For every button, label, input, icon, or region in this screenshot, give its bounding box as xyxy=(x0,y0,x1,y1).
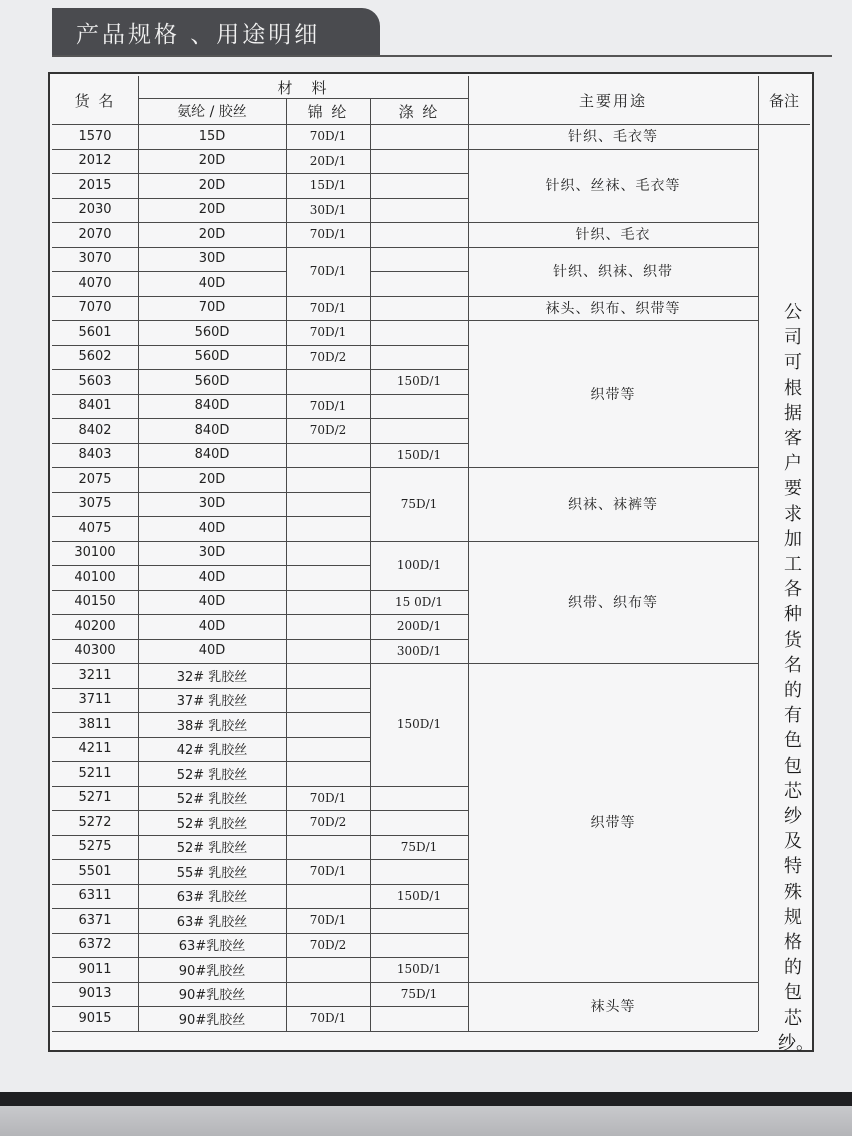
spandex-cell: 15D xyxy=(198,128,226,144)
code-cell: 5602 xyxy=(78,349,112,365)
spandex-cell: 20D xyxy=(198,177,226,193)
code-cell: 5501 xyxy=(78,863,112,879)
header-code: 货 名 xyxy=(74,91,116,110)
spandex-cell: 38# 乳胶丝 xyxy=(176,718,248,734)
row-line xyxy=(286,565,370,566)
nylon-cell: 70D/1 xyxy=(309,913,347,928)
col-line xyxy=(758,76,759,1031)
nylon-merged-cell: 70D/2 xyxy=(309,937,347,952)
polyester-cell: 200D/1 xyxy=(396,619,442,634)
code-cell: 2030 xyxy=(78,202,112,218)
spandex-cell: 20D xyxy=(198,471,226,487)
code-cell: 40300 xyxy=(74,643,116,659)
row-line xyxy=(370,345,468,346)
code-cell: 2012 xyxy=(78,153,112,169)
spandex-cell: 40D xyxy=(198,569,226,585)
header-material: 材 料 xyxy=(277,78,329,97)
row-line xyxy=(286,541,370,542)
polyester-cell: 300D/1 xyxy=(396,643,442,658)
code-cell: 40150 xyxy=(74,594,116,610)
spandex-cell: 840D xyxy=(194,422,230,438)
nylon-cell: 70D/1 xyxy=(309,129,347,144)
code-cell: 3711 xyxy=(78,692,112,708)
row-line xyxy=(286,443,370,444)
spandex-cell: 37# 乳胶丝 xyxy=(176,694,248,710)
code-cell: 3075 xyxy=(78,496,112,512)
usage-cell: 袜头等 xyxy=(590,999,636,1015)
row-line xyxy=(286,712,370,713)
spandex-cell: 40D xyxy=(198,594,226,610)
code-cell: 5275 xyxy=(78,839,112,855)
row-line xyxy=(286,761,370,762)
nylon-cell: 70D/1 xyxy=(309,300,347,315)
page-edge xyxy=(0,1106,852,1136)
polyester-cell: 150D/1 xyxy=(396,374,442,389)
spandex-cell: 30D xyxy=(198,545,226,561)
spandex-cell: 42# 乳胶丝 xyxy=(176,743,248,759)
nylon-cell: 70D/1 xyxy=(309,227,347,242)
spandex-cell: 560D xyxy=(194,349,230,365)
polyester-cell: 15 0D/1 xyxy=(394,594,444,609)
row-line xyxy=(286,467,370,468)
row-line xyxy=(286,492,370,493)
row-line xyxy=(370,296,468,297)
polyester-cell: 150D/1 xyxy=(396,447,442,462)
code-cell: 9013 xyxy=(78,986,112,1002)
spandex-cell: 20D xyxy=(198,226,226,242)
spandex-cell: 840D xyxy=(194,447,230,463)
spandex-cell: 840D xyxy=(194,398,230,414)
row-line xyxy=(370,933,468,934)
usage-cell: 针织、丝袜、毛衣等 xyxy=(545,178,681,195)
code-cell: 5603 xyxy=(78,373,112,389)
header-spandex: 氨纶 / 胶丝 xyxy=(177,104,247,120)
row-line xyxy=(370,1006,468,1007)
code-cell: 2070 xyxy=(78,226,112,242)
row-line xyxy=(370,173,468,174)
header-polyester: 涤 纶 xyxy=(398,102,440,121)
row-line xyxy=(52,1031,286,1032)
nylon-cell: 70D/2 xyxy=(309,349,347,364)
polyester-merged-cell: 100D/1 xyxy=(396,558,442,572)
spandex-cell: 40D xyxy=(198,643,226,659)
code-cell: 5601 xyxy=(78,324,112,340)
code-cell: 2015 xyxy=(78,177,112,193)
header-nylon: 锦 纶 xyxy=(307,102,349,121)
usage-cell: 织带等 xyxy=(590,386,636,403)
row-line xyxy=(370,271,468,272)
code-cell: 4211 xyxy=(78,741,112,757)
code-cell: 8401 xyxy=(78,398,112,414)
nylon-cell: 70D/1 xyxy=(309,398,347,413)
polyester-cell: 150D/1 xyxy=(396,888,442,903)
code-cell: 7070 xyxy=(78,300,112,316)
usage-cell: 织袜、袜裤等 xyxy=(568,496,658,513)
code-cell: 3211 xyxy=(78,667,112,683)
row-line xyxy=(286,835,370,836)
code-cell: 1570 xyxy=(78,128,112,144)
nylon-cell: 30D/1 xyxy=(309,202,347,217)
code-cell: 6372 xyxy=(78,937,112,953)
row-line xyxy=(370,418,468,419)
header-remark: 备注 xyxy=(768,91,799,110)
spandex-cell: 63#乳胶丝 xyxy=(178,939,246,955)
row-line xyxy=(370,320,468,321)
usage-cell: 织带等 xyxy=(590,815,636,832)
nylon-merged-cell: 70D/1 xyxy=(309,264,347,278)
usage-cell: 针织、毛衣等 xyxy=(568,129,658,146)
row-line xyxy=(370,908,468,909)
code-cell: 5271 xyxy=(78,790,112,806)
row-line xyxy=(286,957,370,958)
row-line xyxy=(370,810,468,811)
code-cell: 9011 xyxy=(78,961,112,977)
usage-cell: 针织、毛衣 xyxy=(575,227,651,244)
row-line xyxy=(286,639,370,640)
row-line xyxy=(370,247,468,248)
usage-cell: 针织、织袜、织带 xyxy=(553,264,673,280)
nylon-cell: 70D/1 xyxy=(309,325,347,340)
spandex-cell: 70D xyxy=(198,300,226,316)
spandex-cell: 52# 乳胶丝 xyxy=(176,792,248,808)
code-cell: 8403 xyxy=(78,447,112,463)
spandex-cell: 40D xyxy=(198,275,226,291)
usage-cell: 袜头、织布、织带等 xyxy=(545,300,681,317)
usage-cell: 织带、织布等 xyxy=(568,594,658,611)
bottom-bar xyxy=(0,1092,852,1106)
spandex-cell: 32# 乳胶丝 xyxy=(176,669,248,685)
spandex-cell: 40D xyxy=(198,618,226,634)
nylon-cell: 15D/1 xyxy=(309,178,347,193)
spandex-cell: 52# 乳胶丝 xyxy=(176,816,248,832)
spandex-cell: 90#乳胶丝 xyxy=(178,963,246,979)
nylon-cell: 70D/2 xyxy=(309,423,347,438)
spandex-cell: 40D xyxy=(198,520,226,536)
row-line xyxy=(370,222,468,223)
row-line xyxy=(286,590,370,591)
row-line xyxy=(286,688,370,689)
code-cell: 40100 xyxy=(74,569,116,585)
spandex-cell: 52# 乳胶丝 xyxy=(176,841,248,857)
spandex-cell: 63# 乳胶丝 xyxy=(176,890,248,906)
polyester-cell: 150D/1 xyxy=(396,962,442,977)
spandex-cell: 90#乳胶丝 xyxy=(178,988,246,1004)
polyester-merged-cell: 75D/1 xyxy=(400,496,438,511)
usage-line xyxy=(468,1031,758,1032)
nylon-cell: 70D/1 xyxy=(309,790,347,805)
code-cell: 5211 xyxy=(78,765,112,781)
row-line xyxy=(286,884,370,885)
nylon-cell: 70D/1 xyxy=(309,864,347,879)
row-line xyxy=(370,394,468,395)
polyester-merged-cell: 75D/1 xyxy=(400,986,438,1001)
spandex-cell: 20D xyxy=(198,202,226,218)
row-line xyxy=(286,516,370,517)
remark-note: 公司可根据客户要求加工各种货名的有色包芯纱及特殊规格的包芯纱。 xyxy=(778,302,814,1054)
code-cell: 5272 xyxy=(78,814,112,830)
header-line xyxy=(138,98,468,99)
row-line xyxy=(370,149,468,150)
spandex-cell: 30D xyxy=(198,496,226,512)
code-cell: 2075 xyxy=(78,471,112,487)
nylon-cell: 70D/2 xyxy=(309,815,347,830)
spandex-cell: 20D xyxy=(198,153,226,169)
row-line xyxy=(370,859,468,860)
row-line xyxy=(286,614,370,615)
code-cell: 30100 xyxy=(74,545,116,561)
code-cell: 6371 xyxy=(78,912,112,928)
code-cell: 3811 xyxy=(78,716,112,732)
spandex-cell: 560D xyxy=(194,373,230,389)
spandex-cell: 560D xyxy=(194,324,230,340)
spandex-cell: 55# 乳胶丝 xyxy=(176,865,248,881)
code-cell: 4075 xyxy=(78,520,112,536)
code-cell: 40200 xyxy=(74,618,116,634)
page-title: 产品规格 、用途明细 xyxy=(76,22,321,48)
code-cell: 9015 xyxy=(78,1010,112,1026)
nylon-cell: 20D/1 xyxy=(309,153,347,168)
row-line xyxy=(286,663,370,664)
polyester-merged-cell: 150D/1 xyxy=(396,717,442,732)
spandex-cell: 52# 乳胶丝 xyxy=(176,767,248,783)
header-usage: 主要用途 xyxy=(578,91,647,110)
row-line xyxy=(286,369,370,370)
row-line xyxy=(286,737,370,738)
row-line xyxy=(286,982,370,983)
spandex-cell: 30D xyxy=(198,251,226,267)
row-line xyxy=(370,786,468,787)
spandex-cell: 63# 乳胶丝 xyxy=(176,914,248,930)
nylon-cell: 70D/1 xyxy=(309,1011,347,1026)
row-line xyxy=(286,1031,370,1032)
code-cell: 3070 xyxy=(78,251,112,267)
code-cell: 4070 xyxy=(78,275,112,291)
code-cell: 6311 xyxy=(78,888,112,904)
code-cell: 8402 xyxy=(78,422,112,438)
polyester-cell: 75D/1 xyxy=(400,839,438,854)
row-line xyxy=(370,1031,468,1032)
row-line xyxy=(370,198,468,199)
spandex-cell: 90#乳胶丝 xyxy=(178,1012,246,1028)
